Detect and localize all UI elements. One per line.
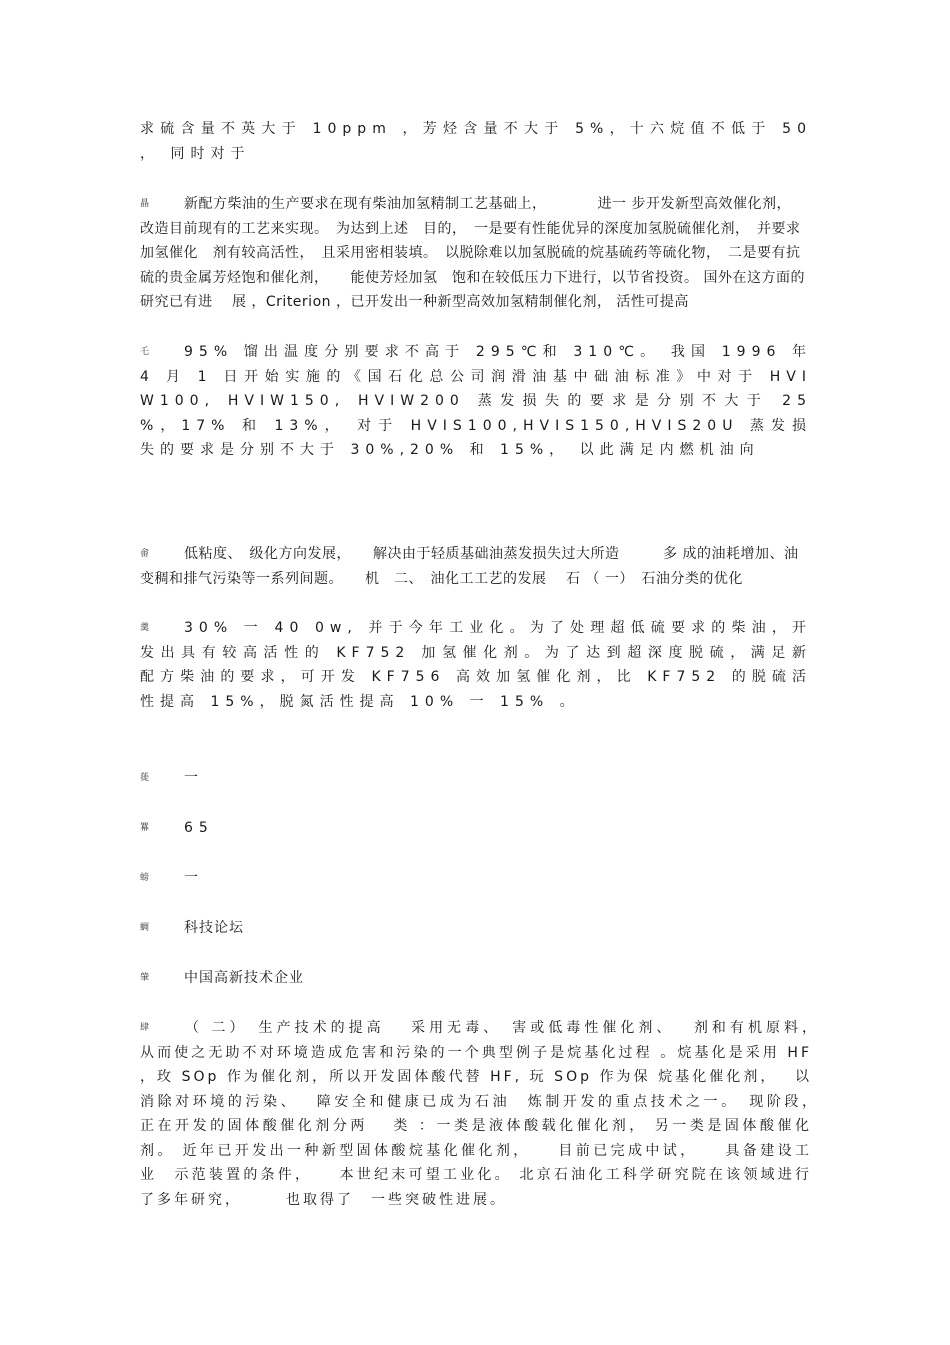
paragraph-marker: 羹 — [140, 623, 150, 633]
dash-line-1 — [140, 766, 199, 790]
paragraph-sulfur-spec — [140, 117, 812, 166]
journal-name-line — [140, 966, 304, 990]
paragraph-marker: 瞐 — [140, 199, 150, 209]
dash-line-2 — [140, 866, 199, 890]
paragraph-new-formula-diesel — [140, 192, 812, 315]
paragraph-marker: 蓰 — [140, 773, 150, 783]
paragraph-marker: 羃 — [140, 823, 150, 833]
paragraph-marker: 肆 — [140, 1023, 150, 1033]
paragraph-alkylation — [140, 1016, 837, 1212]
page-number-line — [140, 816, 214, 840]
paragraph-kf-catalyst — [140, 616, 812, 714]
journal-section-title: 科技论坛 — [184, 920, 244, 936]
paragraph-evaporation-loss — [140, 340, 812, 463]
paragraph-marker: 畲 — [140, 549, 150, 559]
paragraph-text: 一 — [184, 870, 199, 886]
journal-name: 中国高新技术企业 — [184, 970, 304, 986]
paragraph-marker: 乇 — [140, 347, 150, 357]
paragraph-text: 95% 馏出温度分别要求不高于 295℃和 310℃。 我国 1996 年 4 月 1 日开始实施的《国石化总公司润滑油基中础油标准》中对于 HVIW100, HVIW150, HVIW200 蒸发损失的要求是分别不大于 25 %，17% 和 13%， 对于 HVIS100,HVIS150,HVIS20U 蒸发损失的要求是分别不大于 30%,20% 和 15%， 以此满足内燃机油向 — [140, 344, 812, 458]
paragraph-text: 一 — [184, 770, 199, 786]
paragraph-text: 新配方柴油的生产要求在现有柴油加氢精制工艺基础上， 进一 步开发新型高效催化剂， 改造目前现有的工艺来实现。 为达到上述 目的， 一是要有性能优异的深度加氢脱硫催化剂， 并要求加氢催化 剂有较高活性， 且采用密相装填。 以脱除难以加氢脱硫的烷基硫药等硫化物， 二是要有抗硫的贵金属芳烃饱和催化剂， 能使芳烃加氢 饱和在较低压力下进行，以节省投资。 国外在这方面的研究已有进 展 ，Criterion ，已开发出一种新型高效加氢精制催化剂， 活性可提高 — [140, 196, 805, 311]
paragraph-low-viscosity — [140, 542, 812, 591]
section-label-forum — [140, 916, 244, 940]
page-number: 65 — [184, 820, 214, 836]
paragraph-text: 低粘度、 级化方向发展， 解决由于轻质基础油蒸发损失过大所造 多 成的油耗增加、油变稠和排气污染等一系列间题。 机 二、 油化工工艺的发展 石 （ 一） 石油分类的优化 — [140, 546, 799, 587]
paragraph-marker: 螃 — [140, 873, 150, 883]
paragraph-text: （ 二） 生产技术的提高 采用无毒、 害或低毒性催化剂、 剂和有机原料， 从而使之无助不对环境造成危害和污染的一个典型例子是烷基化过程 。烷基化是采用 HF ，玫 SOp 作为催化剂，所以开发固体酸代替 HF, 玩 SOp 作为保 烷基化催化剂， 以消除对环境的污染、 障安全和健康已成为石油 炼制开发的重点技术之一。 现阶段， 正在开发的固体酸催化剂分两 类 ：一类是液体酸载化催化剂， 另一类是固体酸催化剂。 近年已开发出一种新型固体酸烷基化催化剂， 目前已完成中试， 具备建设工业 示范装置的条件， 本世纪末可望工业化。 北京石油化工科学研究院在该领域进行了多年研究， 也取得了 一些突破性进展。 — [140, 1020, 837, 1208]
paragraph-text: 求硫含量不英大于 10ppm ，芳烃含量不大于 5%，十六烷值不低于 50 ， 同时对于 — [140, 121, 812, 162]
paragraph-text: 30% 一 40 0w, 并于今年工业化。为了处理超低硫要求的柴油，开发出具有较高活性的 KF752 加氢催化剂。为了达到超深度脱硫，满足新配方柴油的要求，可开发 KF756 高效加氢催化剂，比 KF752 的脱硫活性提高 15%，脱氮活性提高 10% 一 15% 。 — [140, 620, 812, 710]
paragraph-marker: 蜩 — [140, 923, 150, 933]
paragraph-marker: 肇 — [140, 973, 150, 983]
